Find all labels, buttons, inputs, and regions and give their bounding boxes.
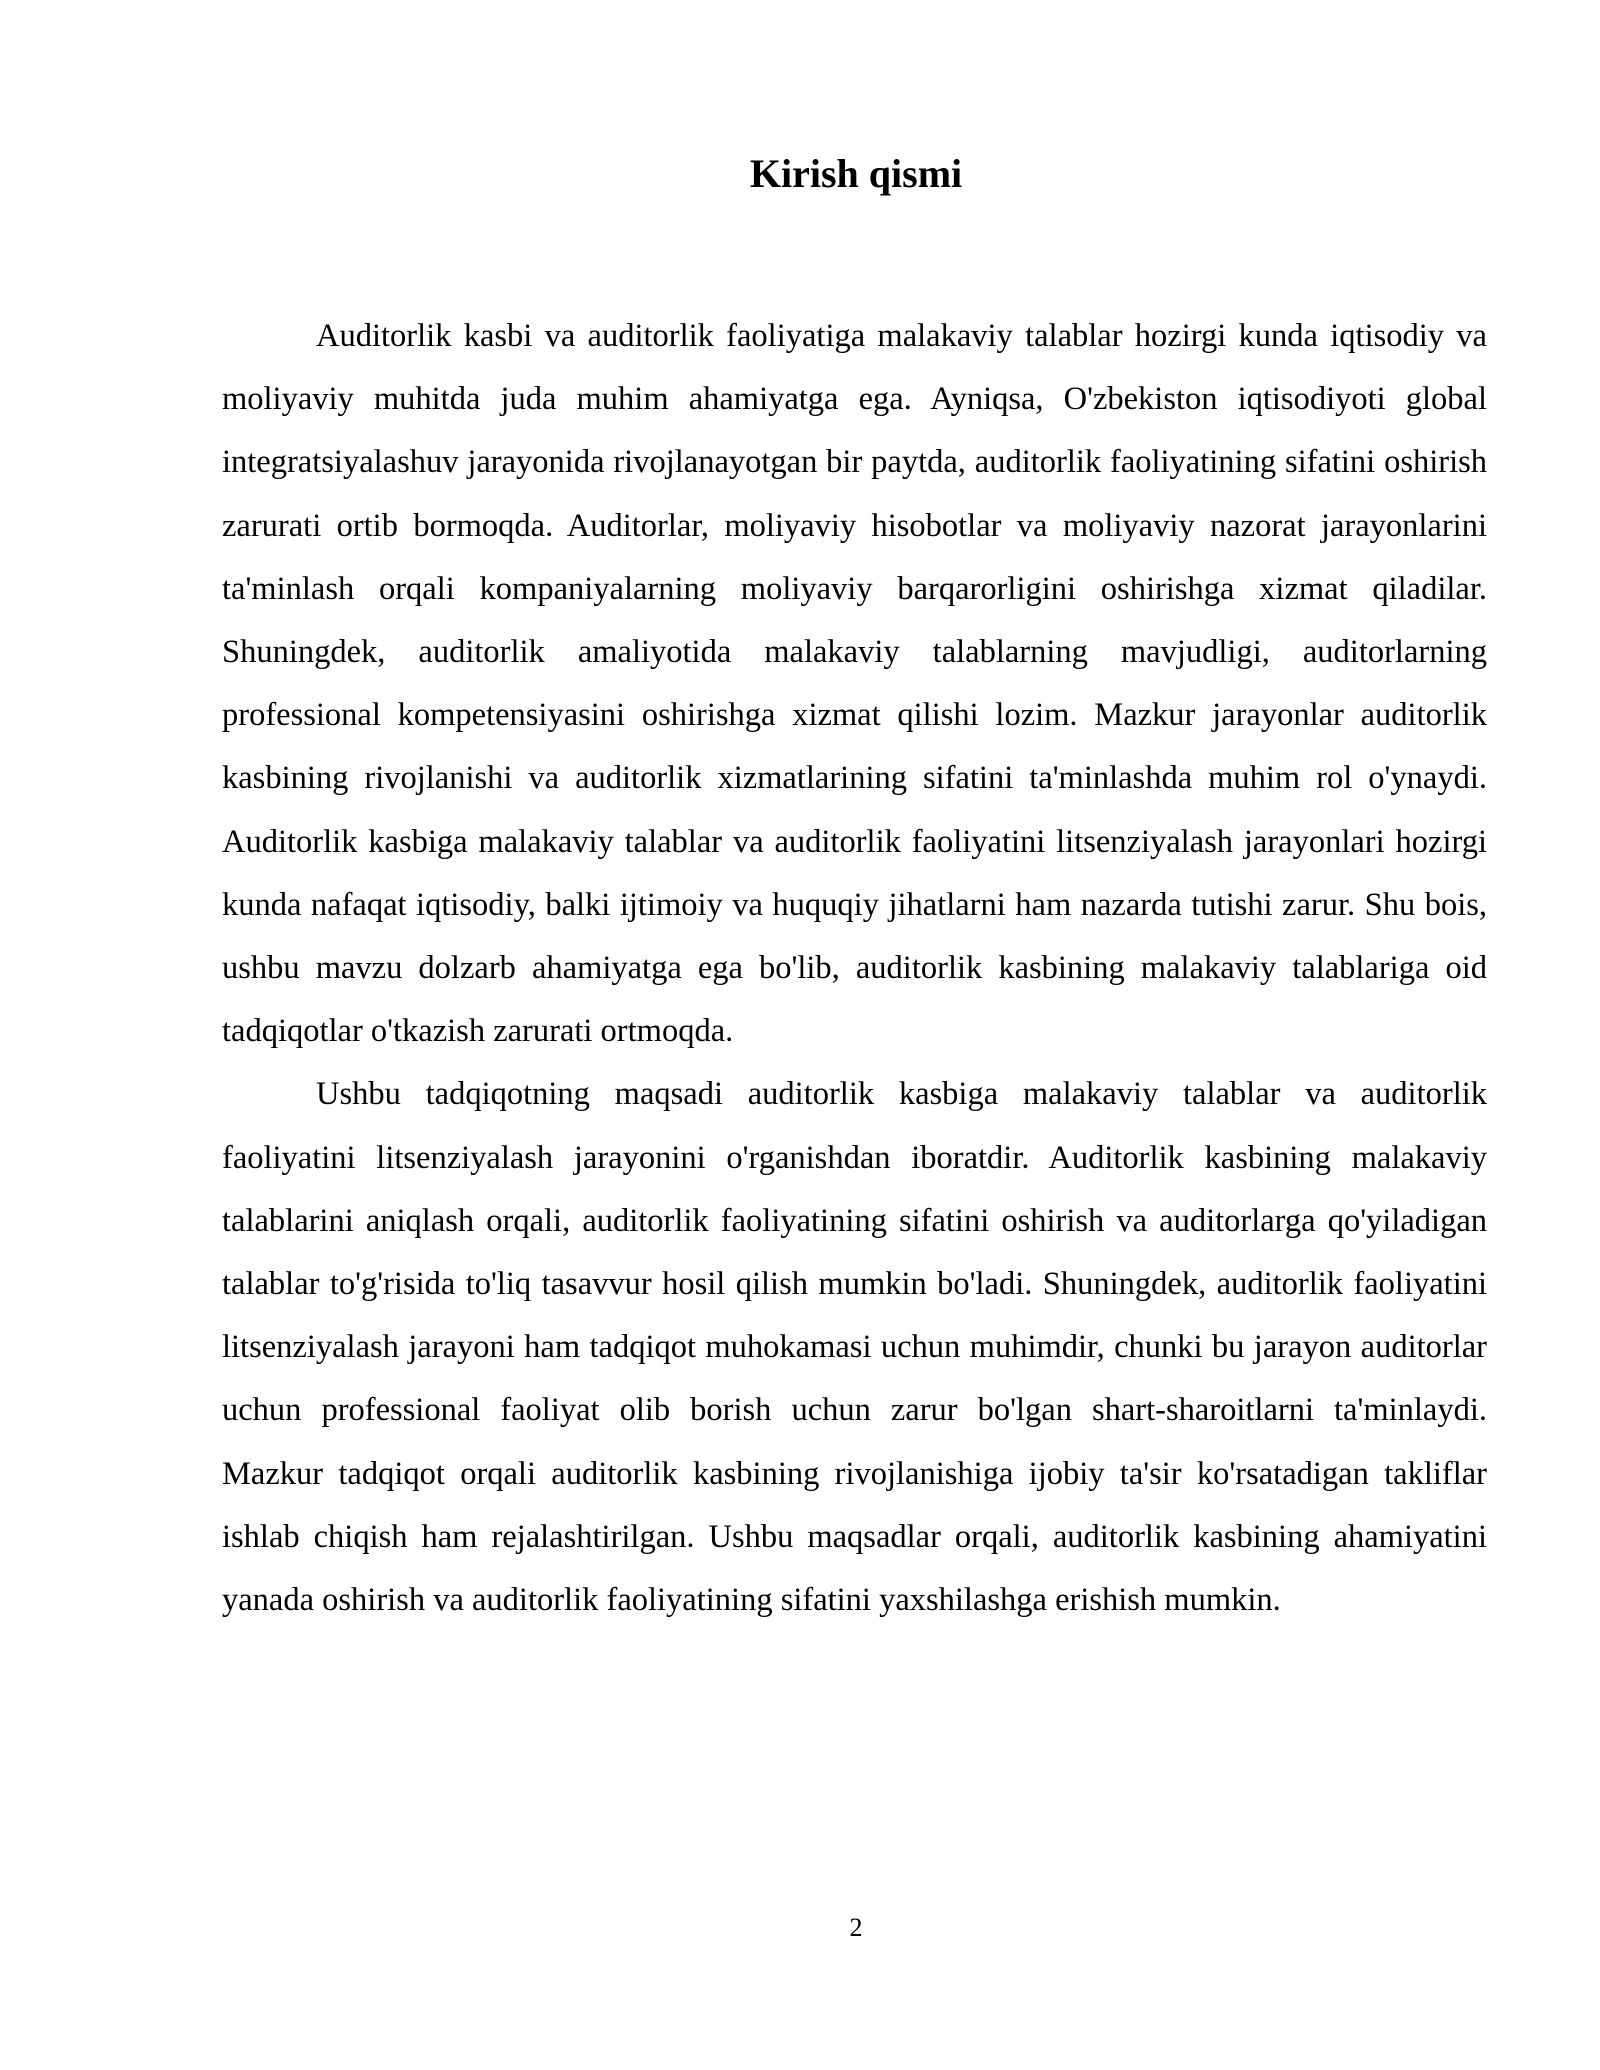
- page-title: Kirish qismi: [749, 151, 963, 196]
- page-number: 2: [849, 1913, 863, 1942]
- paragraph-research-goal: Ushbu tadqiqotning maqsadi auditorlik kasbiga malakaviy talablar va auditorlik faoliyatini litsenziyalash jarayonini o'rganishdan iboratdir. Auditorlik kasbining malakaviy talablarini aniqlash orqali, auditorlik faoliyatining sifatini oshirish va auditorlarga qo'yiladigan talablar to'g'risida to'liq tasavvur hosil qilish mumkin bo'ladi. Shuningdek, auditorlik faoliyatini litsenziyalash jarayoni ham tadqiqot muhokamasi uchun muhimdir, chunki bu jarayon auditorlar uchun professional faoliyat olib borish uchun zarur bo'lgan shart-sharoitlarni ta'minlaydi. Mazkur tadqiqot orqali auditorlik kasbining rivojlanishiga ijobiy ta'sir ko'rsatadigan takliflar ishlab chiqish ham rejalashtirilgan. Ushbu maqsadlar orqali, auditorlik kasbining ahamiyatini yanada oshirish va auditorlik faoliyatining sifatini yaxshilashga erishish mumkin.: [222, 1076, 1487, 1619]
- paragraph-introduction: Auditorlik kasbi va auditorlik faoliyatiga malakaviy talablar hozirgi kunda iqtisodiy va moliyaviy muhitda juda muhim ahamiyatga ega. Ayniqsa, O'zbekiston iqtisodiyoti global integratsiyalashuv jarayonida rivojlanayotgan bir paytda, auditorlik faoliyatining sifatini oshirish zarurati ortib bormoqda. Auditorlar, moliyaviy hisobotlar va moliyaviy nazorat jarayonlarini ta'minlash orqali kompaniyalarning moliyaviy barqarorligini oshirishga xizmat qiladilar. Shuningdek, auditorlik amaliyotida malakaviy talablarning mavjudligi, auditorlarning professional kompetensiyasini oshirishga xizmat qilishi lozim. Mazkur jarayonlar auditorlik kasbining rivojlanishi va auditorlik xizmatlarining sifatini ta'minlashda muhim rol o'ynaydi. Auditorlik kasbiga malakaviy talablar va auditorlik faoliyatini litsenziyalash jarayonlari hozirgi kunda nafaqat iqtisodiy, balki ijtimoiy va huquqiy jihatlarni ham nazarda tutishi zarur. Shu bois, ushbu mavzu dolzarb ahamiyatga ega bo'lib, auditorlik kasbining malakaviy talablariga oid tadqiqotlar o'tkazish zarurati ortmoqda.: [222, 318, 1487, 1050]
- body-text: [222, 305, 1487, 1632]
